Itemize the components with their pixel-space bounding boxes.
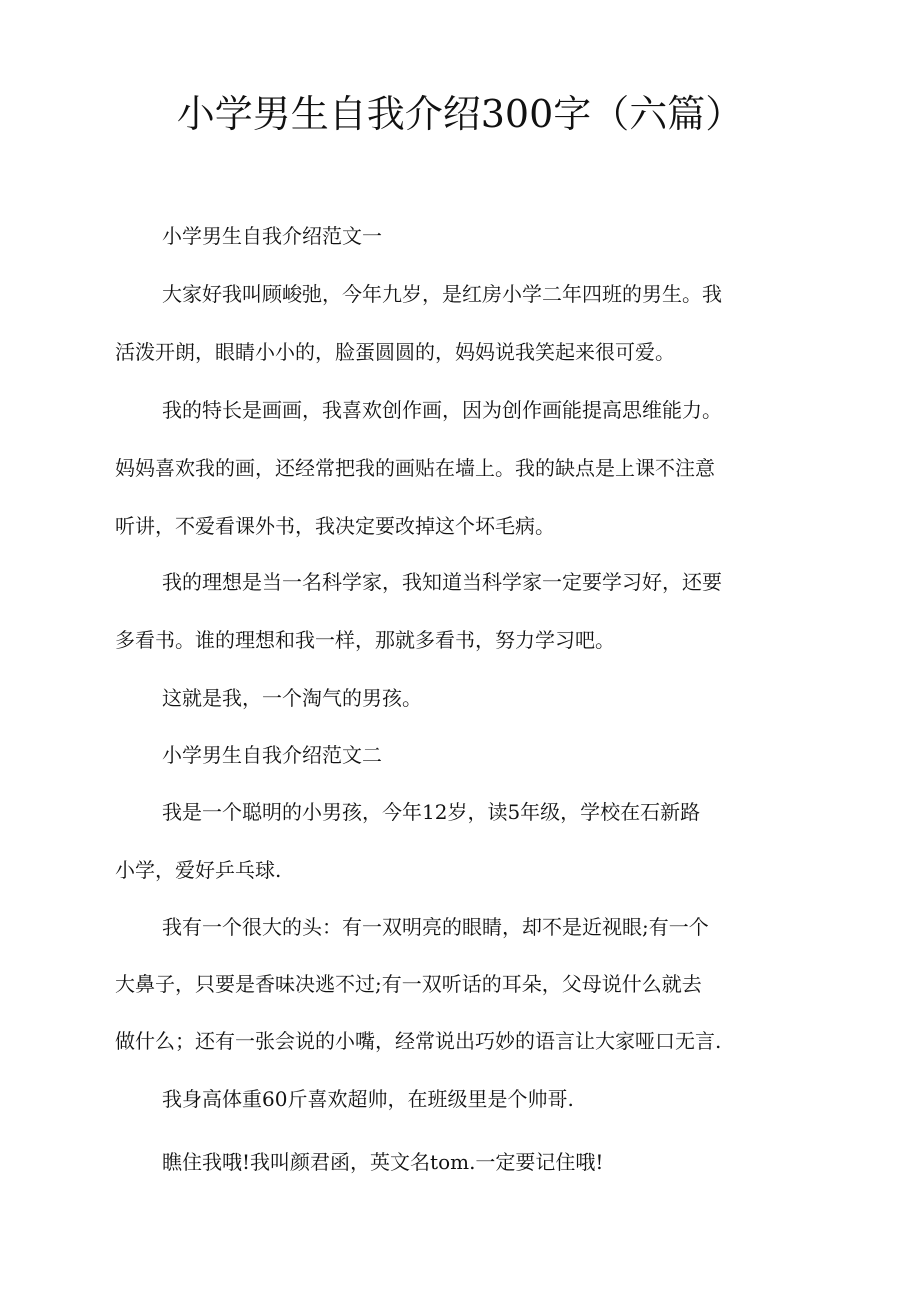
- paragraph-line: 小学，爱好乒乓球.: [115, 858, 282, 882]
- paragraph-line: 我有一个很大的头：有一双明亮的眼睛，却不是近视眼;有一个: [162, 915, 709, 939]
- page-title: 小学男生自我介绍300字（六篇）: [176, 92, 744, 136]
- section-heading-1: 小学男生自我介绍范文一: [162, 224, 382, 248]
- section-heading-2: 小学男生自我介绍范文二: [162, 743, 382, 767]
- paragraph-line: 我的特长是画画，我喜欢创作画，因为创作画能提高思维能力。: [162, 398, 722, 422]
- paragraph-line: 我是一个聪明的小男孩，今年12岁，读5年级，学校在石新路: [162, 800, 701, 824]
- paragraph-line: 大家好我叫顾峻弛，今年九岁，是红房小学二年四班的男生。我: [162, 282, 722, 306]
- paragraph-line: 我的理想是当一名科学家，我知道当科学家一定要学习好，还要: [162, 570, 722, 594]
- paragraph-line: 大鼻子，只要是香味决逃不过;有一双听话的耳朵，父母说什么就去: [115, 972, 702, 996]
- paragraph-line: 妈妈喜欢我的画，还经常把我的画贴在墙上。我的缺点是上课不注意: [115, 456, 715, 480]
- paragraph-line: 瞧住我哦!我叫颜君函，英文名tom.一定要记住哦!: [162, 1150, 604, 1174]
- paragraph-line: 我身高体重60斤喜欢超帅，在班级里是个帅哥.: [162, 1087, 574, 1111]
- paragraph-line: 多看书。谁的理想和我一样，那就多看书，努力学习吧。: [115, 628, 615, 652]
- paragraph-line: 这就是我，一个淘气的男孩。: [162, 686, 422, 710]
- paragraph-line: 听讲，不爱看课外书，我决定要改掉这个坏毛病。: [115, 514, 555, 538]
- paragraph-line: 做什么；还有一张会说的小嘴，经常说出巧妙的语言让大家哑口无言.: [115, 1029, 722, 1053]
- paragraph-line: 活泼开朗，眼睛小小的，脸蛋圆圆的，妈妈说我笑起来很可爱。: [115, 340, 675, 364]
